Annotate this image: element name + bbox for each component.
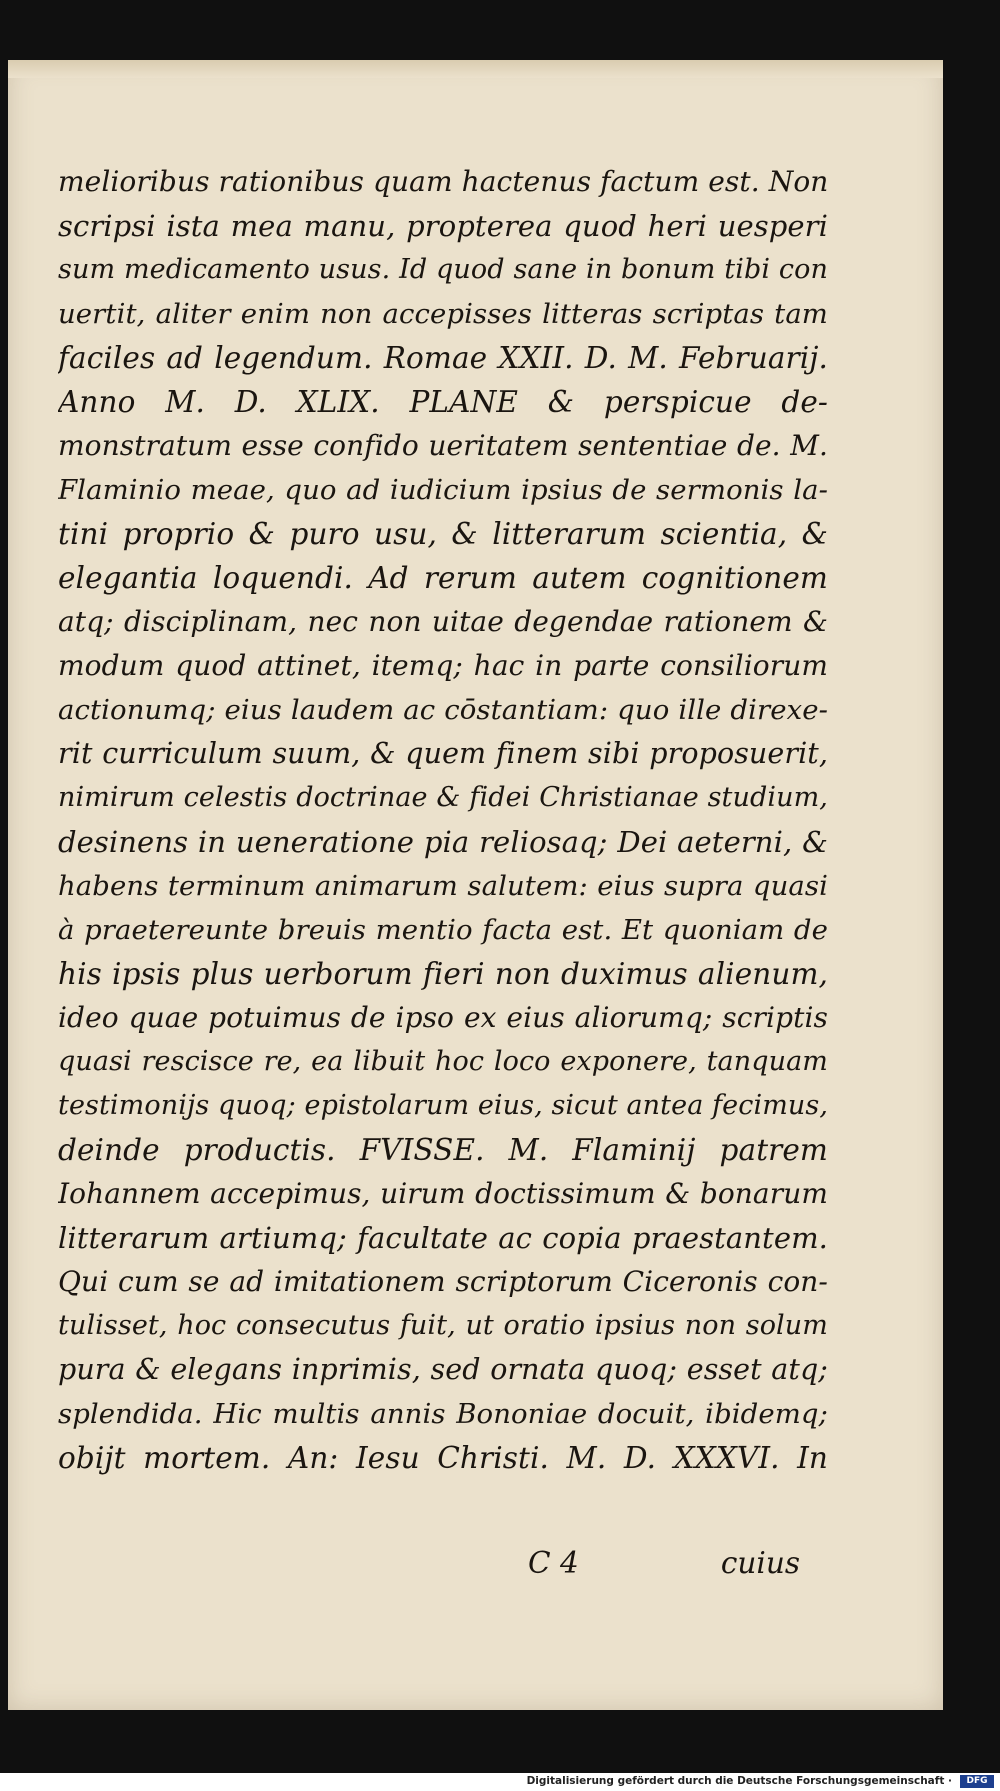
credit-band bbox=[0, 1773, 1000, 1791]
text-line: Qui cum se ad imitationem scriptorum Ciceronis con- bbox=[58, 1265, 828, 1298]
book-page bbox=[8, 60, 943, 1710]
text-line: modum quod attinet, itemq; hac in parte consiliorum bbox=[58, 649, 828, 682]
text-line: his ipsis plus uerborum fieri non duximus alienum, bbox=[58, 957, 828, 991]
text-line: litterarum artiumq; facultate ac copia praestantem. bbox=[58, 1221, 828, 1255]
text-line: deinde productis. FVISSE. M. Flaminij patrem bbox=[58, 1133, 828, 1167]
text-line: melioribus rationibus quam hactenus factum est. Non bbox=[58, 165, 828, 198]
text-line: atq; disciplinam, nec non uitae degendae rationem & bbox=[58, 605, 828, 638]
catchword: cuius bbox=[720, 1546, 800, 1580]
text-line: faciles ad legendum. Romae XXII. D. M. Februarij. bbox=[58, 341, 828, 375]
text-line: tulisset, hoc consecutus fuit, ut oratio ipsius non solum bbox=[58, 1310, 828, 1341]
text-line: nimirum celestis doctrinae & fidei Christianae studium, bbox=[58, 782, 828, 813]
text-line: uertit, aliter enim non accepisses litteras scriptas tam bbox=[58, 298, 828, 330]
text-line: desinens in ueneratione pia reliosaq; Dei aeterni, & bbox=[58, 825, 828, 859]
text-line: rit curriculum suum, & quem finem sibi proposuerit, bbox=[58, 737, 828, 770]
dfg-logo: DFG bbox=[960, 1775, 994, 1788]
credit-line: Digitalisierung gefördert durch die Deutsche Forschungsgemeinschaft · bbox=[526, 1775, 952, 1787]
text-line: sum medicamento usus. Id quod sane in bonum tibi con bbox=[58, 254, 828, 285]
text-line: ideo quae potuimus de ipso ex eius aliorumq; scriptis bbox=[58, 1001, 828, 1034]
text-line: à praetereunte breuis mentio facta est. Et quoniam de bbox=[58, 914, 828, 946]
text-line: splendida. Hic multis annis Bononiae docuit, ibidemq; bbox=[58, 1398, 828, 1430]
text-line: scripsi ista mea manu, propterea quod heri uesperi bbox=[58, 209, 828, 243]
text-line: Anno M. D. XLIX. PLANE & perspicue de- bbox=[58, 385, 828, 419]
text-line: obijt mortem. An: Iesu Christi. M. D. XXXVI. In bbox=[58, 1441, 828, 1475]
text-line: tini proprio & puro usu, & litterarum scientia, & bbox=[58, 517, 828, 551]
main-text-block bbox=[58, 160, 828, 1480]
signature-mark: C 4 bbox=[528, 1546, 579, 1580]
text-line: actionumq; eius laudem ac cōstantiam: quo ille direxe- bbox=[58, 694, 828, 726]
text-line: monstratum esse confido ueritatem sententiae de. M. bbox=[58, 429, 828, 462]
text-line: elegantia loquendi. Ad rerum autem cognitionem bbox=[58, 561, 828, 595]
text-line: testimonijs quoq; epistolarum eius, sicut antea fecimus, bbox=[58, 1090, 828, 1121]
text-line: Iohannem accepimus, uirum doctissimum & bonarum bbox=[58, 1177, 828, 1210]
page-top-edge bbox=[8, 60, 943, 78]
page-footer bbox=[58, 1546, 828, 1590]
text-line: Flaminio meae, quo ad iudicium ipsius de sermonis la- bbox=[58, 474, 828, 506]
text-line: pura & elegans inprimis, sed ornata quoq; esset atq; bbox=[58, 1353, 828, 1386]
text-line: habens terminum animarum salutem: eius supra quasi bbox=[58, 870, 828, 902]
text-line: quasi rescisce re, ea libuit hoc loco exponere, tanquam bbox=[58, 1046, 828, 1077]
